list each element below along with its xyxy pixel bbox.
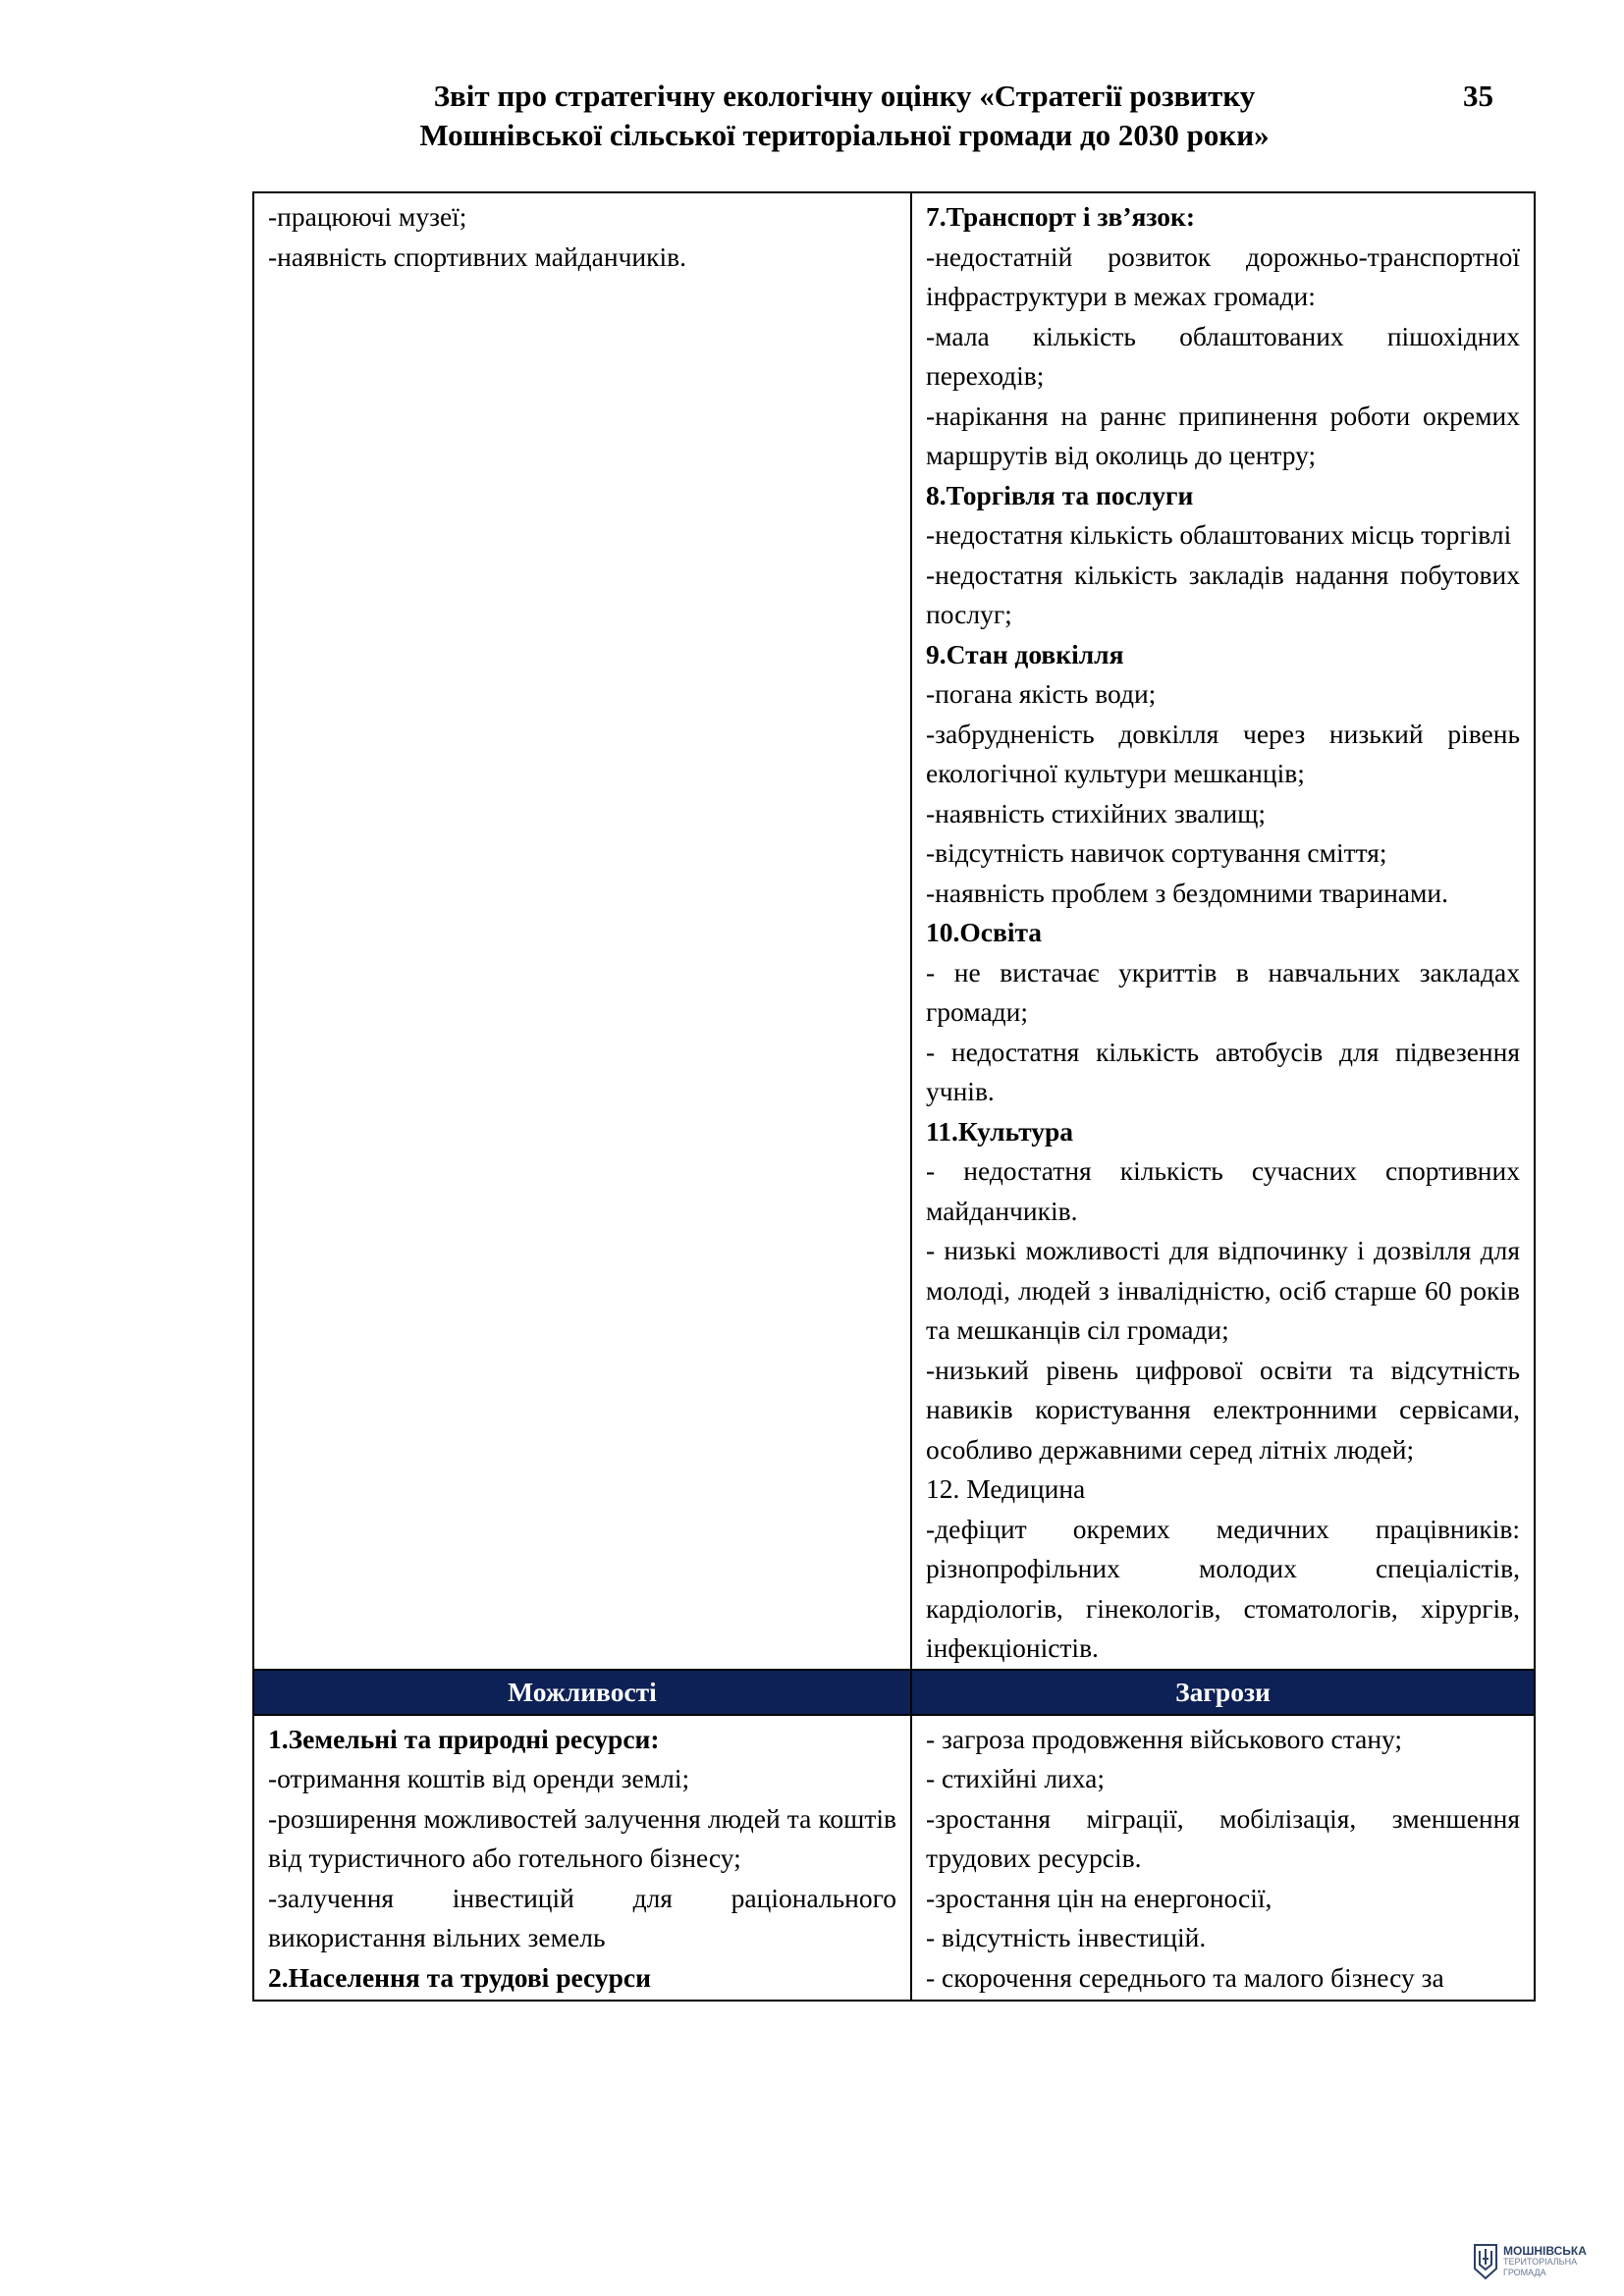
top-right-cell — [911, 192, 1535, 1670]
weaknesses-row — [253, 192, 1535, 1670]
section-heading: 10.Освіта — [926, 917, 1043, 947]
page-number: 35 — [1463, 79, 1493, 113]
opportunities-cell — [253, 1715, 911, 2002]
section-header-row — [253, 1670, 1535, 1715]
list-item: -зростання цін на енергоносії, — [926, 1882, 1272, 1913]
logo-text-line-2: ТЕРИТОРІАЛЬНА — [1503, 2256, 1578, 2267]
list-item: - скорочення середнього та малого бізнесу за — [926, 1961, 1444, 1993]
list-item: -наявність стихійних звалищ; — [926, 797, 1267, 828]
section-heading: 11.Культура — [926, 1115, 1074, 1147]
list-item: -отримання коштів від оренди землі; — [268, 1763, 690, 1793]
list-item: - низькі можливості для відпочинку і дозвілля для молоді, людей з інвалідністю, осіб старше 60 років та мешканців сіл громади; — [926, 1235, 1520, 1345]
list-item: -дефіцит окремих медичних працівників: різнопрофільних молодих спеціалістів, кардіологів, гінекологів, стоматологів, хірургів, інфекціоністів. — [926, 1513, 1520, 1663]
logo-text-line-3: ГРОМАДА — [1503, 2267, 1546, 2277]
list-item: - не вистачає укриттів в навчальних закладах громади; — [926, 956, 1520, 1027]
section-heading: 1.Земельні та природні ресурси: — [268, 1723, 660, 1754]
list-item: - загроза продовження військового стану; — [926, 1723, 1403, 1754]
list-item: 12. Медицина — [926, 1473, 1086, 1504]
list-item: - недостатня кількість автобусів для підвезення учнів. — [926, 1036, 1520, 1106]
opportunities-threats-row — [253, 1715, 1535, 2002]
list-item: -недостатній розвиток дорожньо-транспортної інфраструктури в межах громади: — [926, 240, 1520, 311]
swot-table — [252, 191, 1536, 2002]
header-title-line-1: Звіт про стратегічну екологічну оцінку «Стратегії розвитку — [433, 79, 1256, 113]
section-heading: 2.Населення та трудові ресурси — [268, 1961, 651, 1993]
logo-text-line-1: МОШНІВСЬКА — [1503, 2243, 1587, 2258]
list-item: - недостатня кількість сучасних спортивних майданчиків. — [926, 1155, 1520, 1226]
list-item: -розширення можливостей залучення людей та коштів від туристичного або готельного бізнесу; — [268, 1802, 896, 1873]
page-header — [324, 77, 1365, 155]
list-item: - відсутність інвестицій. — [926, 1922, 1207, 1952]
section-heading: 9.Стан довкілля — [926, 638, 1124, 669]
list-item: -мала кількість облаштованих пішохідних переходів; — [926, 320, 1520, 391]
list-item: -недостатня кількість закладів надання побутових послуг; — [926, 559, 1520, 629]
top-left-cell — [253, 192, 911, 1670]
list-item: -відсутність навичок сортування сміття; — [926, 837, 1387, 868]
list-item: -нарікання на раннє припинення роботи окремих маршрутів від околиць до центру; — [926, 400, 1520, 470]
list-item: -забрудненість довкілля через низький рівень екологічної культури мешканців; — [926, 718, 1520, 788]
section-heading: 8.Торгівля та послуги — [926, 479, 1194, 510]
list-item: -недостатня кількість облаштованих місць торгівлі — [926, 519, 1512, 550]
threats-cell — [911, 1715, 1535, 2002]
trident-emblem-icon — [1473, 2243, 1498, 2280]
list-item: -погана якість води; — [926, 678, 1157, 709]
list-item: -низький рівень цифрової освіти та відсутність навиків користування електронними сервісами, особливо державними серед літніх людей; — [926, 1354, 1520, 1465]
section-heading: 7.Транспорт і зв’язок: — [926, 201, 1196, 232]
community-logo — [1473, 2243, 1587, 2280]
list-item: -зростання міграції, мобілізація, зменшення трудових ресурсів. — [926, 1802, 1520, 1873]
list-item: -наявність проблем з бездомними тваринами. — [926, 877, 1448, 908]
list-item: -працюючі музеї; — [268, 201, 467, 232]
header-title-line-2: Мошнівської сільської територіальної громади до 2030 роки» — [419, 118, 1270, 152]
threats-heading: Загрози — [911, 1670, 1535, 1715]
opportunities-heading: Можливості — [253, 1670, 911, 1715]
list-item: -залучення інвестицій для раціонального використання вільних земель — [268, 1882, 896, 1952]
list-item: -наявність спортивних майданчиків. — [268, 240, 687, 272]
list-item: - стихійні лиха; — [926, 1763, 1105, 1793]
